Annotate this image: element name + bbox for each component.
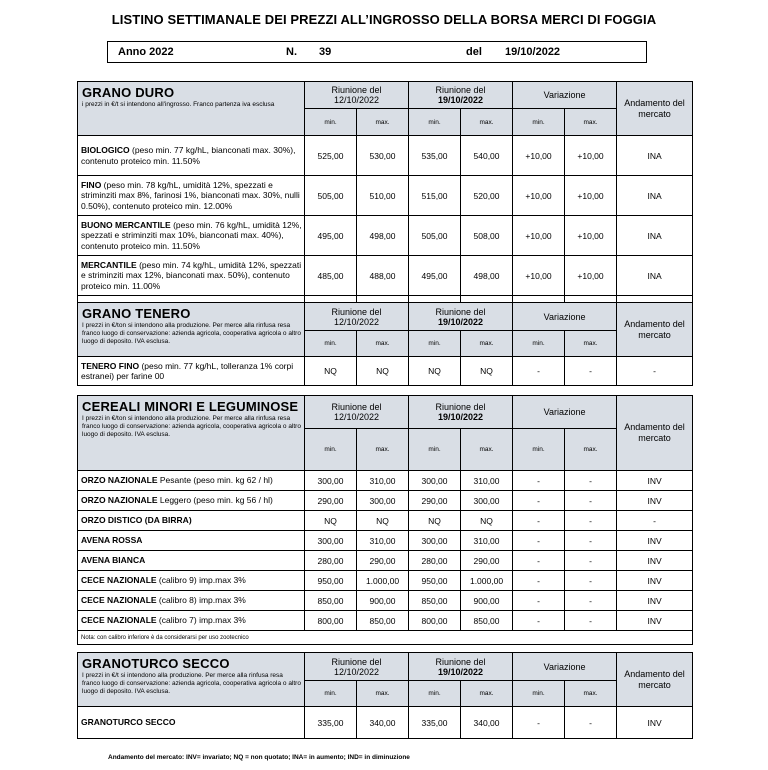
- product-name: GRANOTURCO SECCO: [78, 707, 305, 739]
- prev-max-cell: 310,00: [357, 471, 409, 491]
- number-value: 39: [319, 46, 332, 58]
- table-row: [78, 491, 693, 511]
- product-name: BIOLOGICO (peso min. 77 kg/hL, bianconati max. 30%), contenuto proteico min. 11.50%: [78, 136, 305, 176]
- var-min-cell: +10,00: [513, 256, 565, 296]
- var-max-cell: -: [565, 611, 617, 631]
- min-header: min.: [305, 109, 357, 136]
- prev-min-cell: 290,00: [305, 491, 357, 511]
- var-max-cell: -: [565, 591, 617, 611]
- trend-cell: INV: [617, 531, 693, 551]
- curr-max-cell: 300,00: [461, 491, 513, 511]
- table-row: [78, 176, 693, 216]
- trend-cell: INV: [617, 471, 693, 491]
- var-max-cell: +10,00: [565, 176, 617, 216]
- curr-max-cell: 310,00: [461, 471, 513, 491]
- table-row: [78, 591, 693, 611]
- trend-header: Andamento del mercato: [617, 82, 693, 136]
- product-name: MERCANTILE (peso min. 74 kg/hL, umidità 12%, spezzati e striminziti max 12%, bianconati max. 50%), contenuto proteico min. 11.00%: [78, 256, 305, 296]
- curr-min-cell: 335,00: [409, 707, 461, 739]
- max-header: max.: [357, 681, 409, 707]
- curr-min-cell: 515,00: [409, 176, 461, 216]
- trend-header: Andamento del mercato: [617, 303, 693, 357]
- section-header: [78, 653, 305, 707]
- max-header: max.: [357, 109, 409, 136]
- trend-header: Andamento del mercato: [617, 396, 693, 471]
- max-header: max.: [565, 109, 617, 136]
- var-min-cell: -: [513, 571, 565, 591]
- section-header: [78, 396, 305, 471]
- min-header: min.: [513, 109, 565, 136]
- product-name: FINO (peso min. 78 kg/hL, umidità 12%, spezzati e striminziti max 8%, farinosi 1%, bianconati max. 30%, nulli 0.50%), contenuto proteico min. 12.00%: [78, 176, 305, 216]
- section-description: I prezzi in €/ton si intendono alla produzione. Per merce alla rinfusa resa franco luogo di conservazione: azienda agricola, cooperativa agricola o altro luogo di deposito. IVA esclusa.: [82, 322, 301, 345]
- prev-min-cell: 800,00: [305, 611, 357, 631]
- trend-cell: -: [617, 357, 693, 386]
- var-max-cell: -: [565, 491, 617, 511]
- table-row: [78, 611, 693, 631]
- max-header: max.: [565, 331, 617, 357]
- prev-min-cell: 485,00: [305, 256, 357, 296]
- granoturco-secco-table: [77, 652, 693, 739]
- min-header: min.: [305, 681, 357, 707]
- min-header: min.: [305, 331, 357, 357]
- var-max-cell: +10,00: [565, 136, 617, 176]
- rows-body: [78, 707, 693, 739]
- prev-max-cell: 900,00: [357, 591, 409, 611]
- min-header: min.: [513, 681, 565, 707]
- section-description: I prezzi in €/ton si intendono alla produzione. Per merce alla rinfusa resa franco luogo di conservazione: azienda agricola, cooperativa agricola o altro luogo di deposito. IVA esclusa.: [82, 415, 301, 438]
- var-min-cell: +10,00: [513, 136, 565, 176]
- table-row: [78, 707, 693, 739]
- var-min-cell: -: [513, 551, 565, 571]
- page-title: LISTINO SETTIMANALE DEI PREZZI ALL’INGROSSO DELLA BORSA MERCI DI FOGGIA: [111, 12, 657, 27]
- min-header: min.: [409, 331, 461, 357]
- var-max-cell: +10,00: [565, 216, 617, 256]
- var-min-cell: -: [513, 511, 565, 531]
- variation-header: Variazione: [513, 303, 617, 331]
- rows-body: [78, 471, 693, 631]
- trend-cell: INV: [617, 491, 693, 511]
- max-header: max.: [461, 681, 513, 707]
- section-header: [78, 303, 305, 357]
- var-max-cell: -: [565, 571, 617, 591]
- curr-min-cell: 850,00: [409, 591, 461, 611]
- prev-meeting-header: Riunione del 12/10/2022: [305, 653, 409, 681]
- var-max-cell: -: [565, 511, 617, 531]
- max-header: max.: [461, 109, 513, 136]
- prev-max-cell: 498,00: [357, 216, 409, 256]
- curr-max-cell: 310,00: [461, 531, 513, 551]
- curr-meeting-header: Riunione del 19/10/2022: [409, 396, 513, 429]
- variation-header: Variazione: [513, 396, 617, 429]
- max-header: max.: [357, 429, 409, 471]
- var-max-cell: -: [565, 357, 617, 386]
- trend-cell: INV: [617, 551, 693, 571]
- max-header: max.: [461, 429, 513, 471]
- prev-meeting-header: Riunione del 12/10/2022: [305, 396, 409, 429]
- product-name: ORZO NAZIONALE Pesante (peso min. kg 62 / hl): [78, 471, 305, 491]
- curr-meeting-header: Riunione del 19/10/2022: [409, 653, 513, 681]
- curr-max-cell: 498,00: [461, 256, 513, 296]
- prev-min-cell: 300,00: [305, 531, 357, 551]
- prev-min-cell: 495,00: [305, 216, 357, 256]
- date-label: del: [466, 46, 482, 58]
- prev-max-cell: 850,00: [357, 611, 409, 631]
- var-min-cell: -: [513, 611, 565, 631]
- prev-min-cell: 950,00: [305, 571, 357, 591]
- product-name: ORZO NAZIONALE Leggero (peso min. kg 56 / hl): [78, 491, 305, 511]
- prev-max-cell: 1.000,00: [357, 571, 409, 591]
- var-min-cell: -: [513, 707, 565, 739]
- curr-meeting-header: Riunione del 19/10/2022: [409, 303, 513, 331]
- var-min-cell: -: [513, 357, 565, 386]
- var-min-cell: +10,00: [513, 216, 565, 256]
- curr-min-cell: 950,00: [409, 571, 461, 591]
- prev-meeting-header: Riunione del 12/10/2022: [305, 303, 409, 331]
- year-label: Anno 2022: [118, 46, 174, 58]
- curr-max-cell: NQ: [461, 357, 513, 386]
- var-max-cell: +10,00: [565, 256, 617, 296]
- curr-min-cell: 535,00: [409, 136, 461, 176]
- trend-cell: INV: [617, 707, 693, 739]
- var-min-cell: -: [513, 531, 565, 551]
- curr-min-cell: 800,00: [409, 611, 461, 631]
- date-value: 19/10/2022: [505, 46, 561, 58]
- curr-max-cell: 520,00: [461, 176, 513, 216]
- prev-max-cell: 340,00: [357, 707, 409, 739]
- var-min-cell: -: [513, 591, 565, 611]
- curr-max-cell: 540,00: [461, 136, 513, 176]
- grano-duro-table: [77, 81, 693, 307]
- table-row: [78, 531, 693, 551]
- var-max-cell: -: [565, 471, 617, 491]
- prev-max-cell: 290,00: [357, 551, 409, 571]
- prev-max-cell: 300,00: [357, 491, 409, 511]
- min-header: min.: [409, 681, 461, 707]
- prev-min-cell: 850,00: [305, 591, 357, 611]
- prev-min-cell: 525,00: [305, 136, 357, 176]
- min-header: min.: [513, 331, 565, 357]
- prev-min-cell: 300,00: [305, 471, 357, 491]
- product-name: AVENA ROSSA: [78, 531, 305, 551]
- section-title: GRANOTURCO SECCO: [82, 656, 230, 671]
- product-name: TENERO FINO (peso min. 77 kg/hL, tolleranza 1% corpi estranei) per farine 00: [78, 357, 305, 386]
- prev-meeting-header: Riunione del 12/10/2022: [305, 82, 409, 109]
- min-header: min.: [305, 429, 357, 471]
- trend-header: Andamento del mercato: [617, 653, 693, 707]
- min-header: min.: [409, 109, 461, 136]
- prev-min-cell: NQ: [305, 511, 357, 531]
- min-header: min.: [513, 429, 565, 471]
- prev-max-cell: NQ: [357, 357, 409, 386]
- prev-max-cell: 530,00: [357, 136, 409, 176]
- rows-body: [78, 357, 693, 386]
- product-name: ORZO DISTICO (DA BIRRA): [78, 511, 305, 531]
- trend-cell: INV: [617, 611, 693, 631]
- rows-body: [78, 136, 693, 296]
- var-max-cell: -: [565, 531, 617, 551]
- section-header: [78, 82, 305, 136]
- section-description: i prezzi in €/t si intendono all'ingrosso. Franco partenza iva esclusa: [82, 101, 275, 108]
- trend-cell: -: [617, 511, 693, 531]
- prev-max-cell: 310,00: [357, 531, 409, 551]
- curr-min-cell: 495,00: [409, 256, 461, 296]
- max-header: max.: [565, 429, 617, 471]
- max-header: max.: [565, 681, 617, 707]
- max-header: max.: [461, 331, 513, 357]
- product-name: CECE NAZIONALE (calibro 9) imp.max 3%: [78, 571, 305, 591]
- table-row: [78, 571, 693, 591]
- section-title: GRANO TENERO: [82, 306, 191, 321]
- curr-max-cell: 850,00: [461, 611, 513, 631]
- footnote: Nota: con calibro inferiore è da considerarsi per uso zootecnico: [78, 631, 693, 645]
- var-min-cell: -: [513, 491, 565, 511]
- product-name: AVENA BIANCA: [78, 551, 305, 571]
- number-label: N.: [286, 46, 297, 58]
- curr-min-cell: 290,00: [409, 491, 461, 511]
- legend-note: Andamento del mercato: INV= invariato; NQ = non quotato; INA= in aumento; IND= in diminuzione: [108, 754, 410, 761]
- curr-min-cell: 300,00: [409, 471, 461, 491]
- grano-tenero-table: [77, 302, 693, 386]
- prev-max-cell: 510,00: [357, 176, 409, 216]
- trend-cell: INA: [617, 256, 693, 296]
- prev-max-cell: NQ: [357, 511, 409, 531]
- variation-header: Variazione: [513, 82, 617, 109]
- table-row: [78, 471, 693, 491]
- curr-min-cell: 505,00: [409, 216, 461, 256]
- table-row: [78, 551, 693, 571]
- section-title: GRANO DURO: [82, 85, 175, 100]
- prev-max-cell: 488,00: [357, 256, 409, 296]
- curr-max-cell: 290,00: [461, 551, 513, 571]
- curr-meeting-header: Riunione del 19/10/2022: [409, 82, 513, 109]
- var-max-cell: -: [565, 707, 617, 739]
- curr-max-cell: 340,00: [461, 707, 513, 739]
- cereali-minori-table: [77, 395, 693, 645]
- trend-cell: INA: [617, 176, 693, 216]
- curr-min-cell: NQ: [409, 357, 461, 386]
- section-title: CEREALI MINORI E LEGUMINOSE: [82, 399, 299, 414]
- var-max-cell: -: [565, 551, 617, 571]
- prev-min-cell: 505,00: [305, 176, 357, 216]
- prev-min-cell: 280,00: [305, 551, 357, 571]
- prev-min-cell: 335,00: [305, 707, 357, 739]
- var-min-cell: +10,00: [513, 176, 565, 216]
- trend-cell: INV: [617, 591, 693, 611]
- trend-cell: INA: [617, 216, 693, 256]
- trend-cell: INA: [617, 136, 693, 176]
- bulletin-info-box: [107, 41, 647, 63]
- curr-max-cell: 900,00: [461, 591, 513, 611]
- curr-min-cell: NQ: [409, 511, 461, 531]
- min-header: min.: [409, 429, 461, 471]
- curr-min-cell: 280,00: [409, 551, 461, 571]
- curr-max-cell: 1.000,00: [461, 571, 513, 591]
- trend-cell: INV: [617, 571, 693, 591]
- prev-min-cell: NQ: [305, 357, 357, 386]
- section-description: I prezzi in €/t si intendono alla produzione. Per merce alla rinfusa resa franco luogo di conservazione: azienda agricola, cooperativa agricola o altro luogo di deposito. IVA esclusa.: [82, 672, 301, 695]
- table-row: [78, 216, 693, 256]
- table-row: [78, 256, 693, 296]
- variation-header: Variazione: [513, 653, 617, 681]
- var-min-cell: -: [513, 471, 565, 491]
- curr-min-cell: 300,00: [409, 531, 461, 551]
- product-name: CECE NAZIONALE (calibro 8) imp.max 3%: [78, 591, 305, 611]
- product-name: BUONO MERCANTILE (peso min. 76 kg/hL, umidità 12%, spezzati e striminziti max 10%, bianconati max. 40%), contenuto proteico min. 11.50%: [78, 216, 305, 256]
- table-row: [78, 511, 693, 531]
- curr-max-cell: 508,00: [461, 216, 513, 256]
- curr-max-cell: NQ: [461, 511, 513, 531]
- max-header: max.: [357, 331, 409, 357]
- product-name: CECE NAZIONALE (calibro 7) imp.max 3%: [78, 611, 305, 631]
- table-row: [78, 136, 693, 176]
- table-row: [78, 357, 693, 386]
